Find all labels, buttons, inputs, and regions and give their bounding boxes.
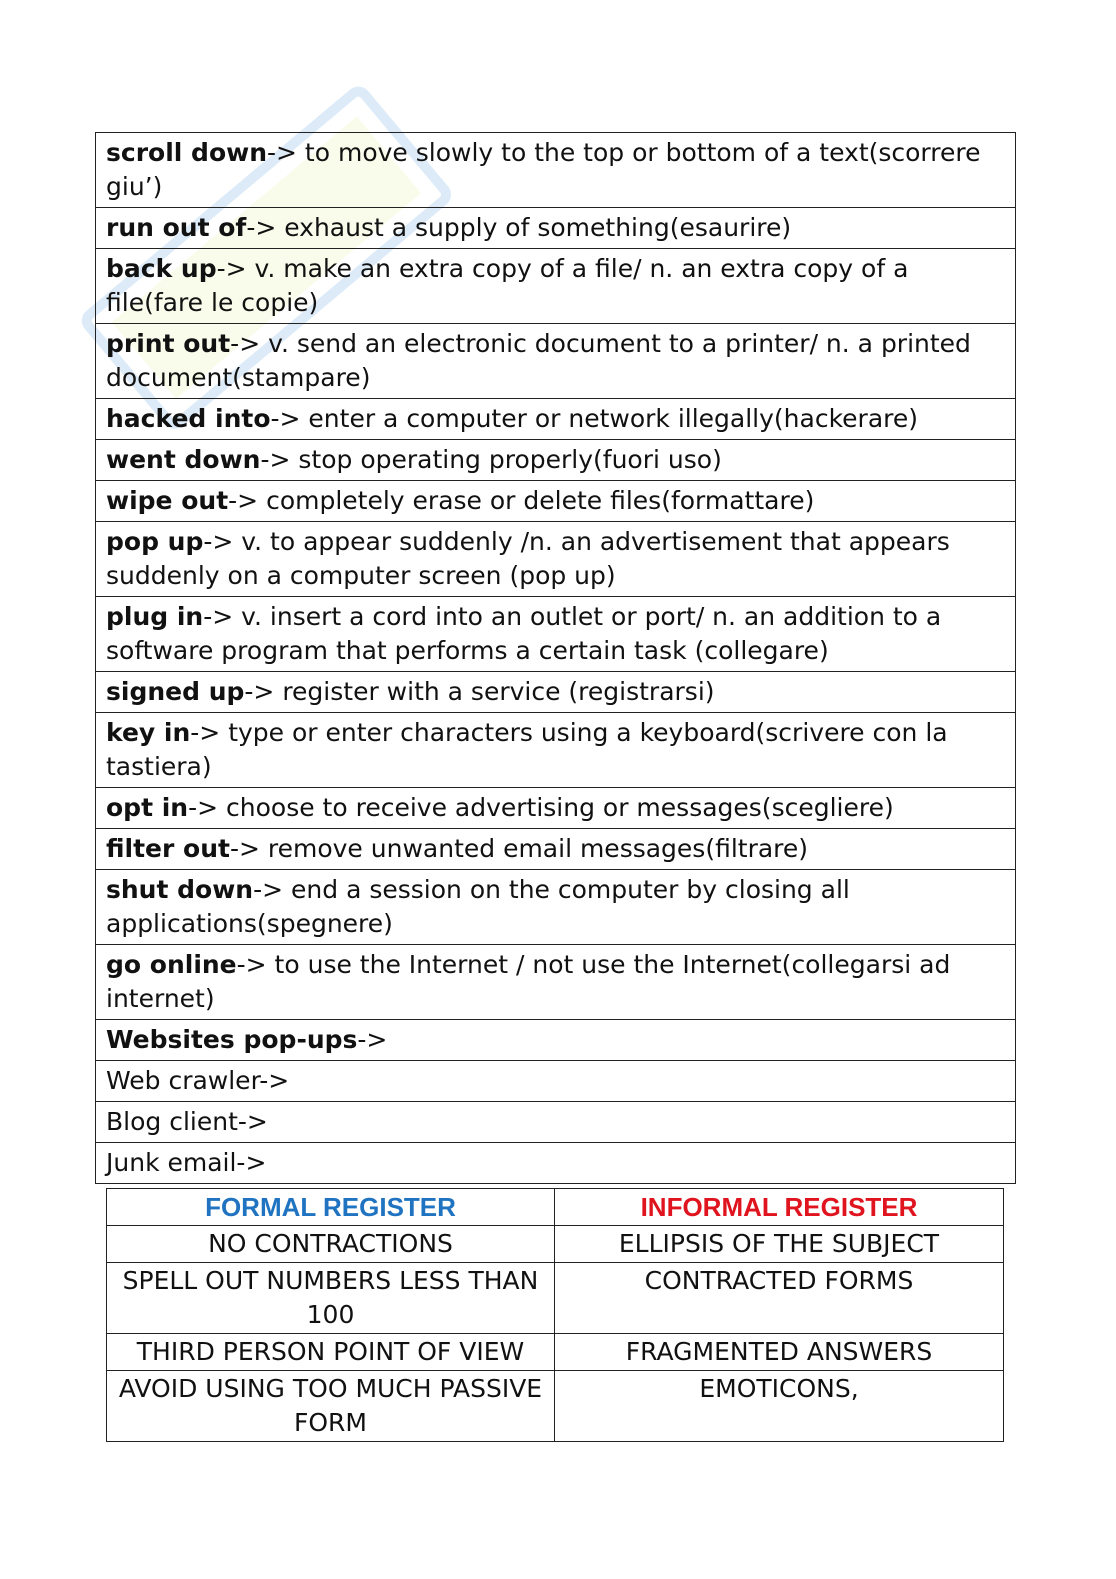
phrasal-verbs-table [95,132,1016,1184]
table-row [96,440,1016,481]
table-row [96,249,1016,324]
table-row [96,829,1016,870]
definition: Web crawler-> [106,1066,290,1095]
definition: -> remove unwanted email messages(filtrare) [229,834,809,863]
definition: -> v. insert a cord into an outlet or port/ n. an addition to a software program that performs a certain task (collegare) [106,602,942,665]
definition: -> to use the Internet / not use the Internet(collegarsi ad internet) [106,950,951,1013]
term: plug in [106,602,204,631]
term: went down [106,445,261,474]
informal-cell: ELLIPSIS OF THE SUBJECT [555,1226,1004,1263]
informal-cell: FRAGMENTED ANSWERS [555,1334,1004,1371]
table-row [96,133,1016,208]
table-row [96,672,1016,713]
formal-cell: SPELL OUT NUMBERS LESS THAN 100 [107,1263,555,1334]
definition: -> choose to receive advertising or messages(scegliere) [188,793,894,822]
definition: -> [357,1025,388,1054]
definition: -> end a session on the computer by closing all applications(spegnere) [106,875,850,938]
term: shut down [106,875,254,904]
table-row [96,399,1016,440]
table-row [96,870,1016,945]
formal-cell: AVOID USING TOO MUCH PASSIVE FORM [107,1371,555,1442]
informal-cell: EMOTICONS, [555,1371,1004,1442]
table-row [96,481,1016,522]
register-comparison-table [106,1188,1004,1442]
table-row [96,522,1016,597]
table-row [96,208,1016,249]
term: hacked into [106,404,271,433]
definition: -> type or enter characters using a keyboard(scrivere con la tastiera) [106,718,948,781]
definition: -> completely erase or delete files(formattare) [228,486,815,515]
definition: -> v. send an electronic document to a printer/ n. a printed document(stampare) [106,329,971,392]
term: scroll down [106,138,268,167]
term: Websites pop-ups [106,1025,358,1054]
table-row [96,945,1016,1020]
table-row [107,1263,1004,1334]
table-row [96,788,1016,829]
formal-cell: NO CONTRACTIONS [107,1226,555,1263]
definition: -> enter a computer or network illegally(hackerare) [270,404,919,433]
term: key in [106,718,191,747]
definition: -> to move slowly to the top or bottom of a text(scorrere giu’) [106,138,981,201]
definition: -> exhaust a supply of something(esaurire) [246,213,792,242]
term: signed up [106,677,245,706]
header-row [107,1189,1004,1226]
table-row [96,1061,1016,1102]
term: wipe out [106,486,229,515]
definition: -> stop operating properly(fuori uso) [260,445,722,474]
table-row [96,597,1016,672]
term: back up [106,254,217,283]
term: run out of [106,213,247,242]
term: go online [106,950,237,979]
informal-cell: CONTRACTED FORMS [555,1263,1004,1334]
formal-register-header: FORMAL REGISTER [107,1189,555,1226]
table-row [96,324,1016,399]
term: opt in [106,793,189,822]
term: print out [106,329,231,358]
table-row [107,1226,1004,1263]
formal-cell: THIRD PERSON POINT OF VIEW [107,1334,555,1371]
term: pop up [106,527,204,556]
definition: -> v. to appear suddenly /n. an advertisement that appears suddenly on a computer screen (pop up) [106,527,950,590]
informal-register-header: INFORMAL REGISTER [555,1189,1004,1226]
table-row [96,1102,1016,1143]
definition: -> v. make an extra copy of a file/ n. an extra copy of a file(fare le copie) [106,254,909,317]
definition: Junk email-> [106,1148,267,1177]
table-row [107,1334,1004,1371]
table-row [96,1020,1016,1061]
table-row [96,713,1016,788]
term: filter out [106,834,230,863]
definition: Blog client-> [106,1107,268,1136]
definition: -> register with a service (registrarsi) [244,677,715,706]
table-row [107,1371,1004,1442]
table-row [96,1143,1016,1184]
